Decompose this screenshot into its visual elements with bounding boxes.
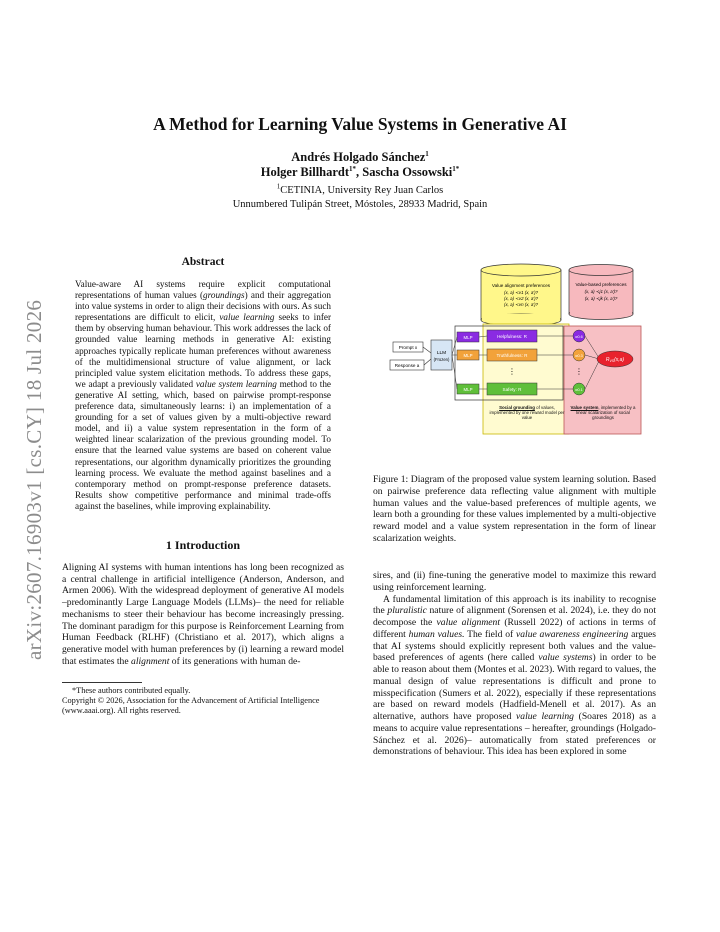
db-right-line: (x, a) ≺j1 (x, a′)? <box>584 289 618 294</box>
db-left-line: (x, a) ≺v1 (x, a′)? <box>503 290 539 295</box>
reward-helpfulness-label: Helpfulness: R <box>497 334 527 339</box>
db-left-line: (x, a) ≺vn (x, a′)? <box>503 302 539 307</box>
author-affil-mark: 1 <box>425 149 429 158</box>
affiliation <box>0 184 720 212</box>
llm-label: LLM <box>436 351 447 356</box>
db-left-line: (x, a) ≺v2 (x, a′)? <box>503 296 539 301</box>
author-line-1 <box>0 150 720 165</box>
mlp-label: MLP <box>463 335 473 340</box>
footnote-rule <box>62 682 142 683</box>
ellipsis-dots: ⋮ <box>508 367 516 376</box>
section-heading-introduction: 1 Introduction <box>165 537 241 552</box>
db-left-title: Value alignment preferences <box>491 283 551 288</box>
reward-truthfulness-label: Truthfulness: R <box>496 353 528 358</box>
author-list <box>0 150 720 180</box>
weight-label: α0.1 <box>575 388 583 392</box>
mlp-label: MLP <box>463 387 473 392</box>
author-affil-mark: 1* <box>452 164 460 173</box>
value-based-db <box>569 265 633 320</box>
right-column-figure <box>373 262 656 545</box>
prompt-label: Prompt x <box>398 345 418 350</box>
social-grounding-caption-box: Social grounding of values, implemented by one reward model per value <box>489 405 565 421</box>
left-column <box>62 256 344 716</box>
mlp-label: MLP <box>463 353 473 358</box>
weight-dots: ⋮ <box>575 367 583 376</box>
affil-mark: 1 <box>276 182 281 191</box>
figure-1 <box>373 262 656 462</box>
db-right-line: (x, a) ≺jk (x, a′)? <box>584 296 618 301</box>
value-system-diagram <box>373 262 656 462</box>
weight-label: α0.3 <box>575 354 583 358</box>
footnote-equal-contribution: *These authors contributed equally. <box>72 685 191 695</box>
mlp-blocks <box>452 332 479 394</box>
author-name: Holger Billhardt <box>260 165 350 179</box>
right-paragraph-limitation: A fundamental limitation of this approach is its inability to recognise the pluralistic nature of alignment (Sorensen et al. 2024), i.e. they do not decompose the value alignment (Russell 2022) of actions in terms of different human values. The field of value awareness engineering argues that AI systems should explicitly represent both values and the value-based preferences of agents (here called value systems) in order to be able to reason about them (Montes et al. 2023). With regard to values, the manual design of value representations is difficult and prone to misspecification (Sumers et al. 2022), especially if these representations are based on reward models (Hadfield-Menell et al. 2017). As an alternative, authors have proposed value learning (Soares 2018) as a means to acquire value representations – hereafter, groundings (Holgado-Sánchez et al. 2026)– automatically from stated preferences or demonstrations of behaviour. This idea has been explored in some <box>373 593 657 758</box>
weight-label: α0.6 <box>575 335 583 339</box>
author-separator: , <box>356 165 363 179</box>
response-label: Response a <box>394 363 420 368</box>
db-right-title: Value-based preferences <box>575 282 627 287</box>
figure-caption: Figure 1: Diagram of the proposed value system learning solution. Based on pairwise preference data reflecting value alignment with multiple human values and the value-based preferences of multiple agents, we learn both a grounding for these values implemented by a multi-objective reward model and a value system representation in the form of linear scalarization weights. <box>373 474 656 544</box>
llm-frozen-label: (Frozen) <box>433 357 450 362</box>
arxiv-identifier[interactable]: arXiv:2607.16903v1 [cs.CY] 18 Jul 2026 <box>22 299 46 660</box>
author-name: Andrés Holgado Sánchez <box>291 150 426 164</box>
abstract-text: Value-aware AI systems require explicit computational representations of human values (groundings) and their aggregation into value systems in order to align their decisions with ours. As such representations are difficult to elicit, value learning seeks to infer them by observing human behaviour. This work addresses the lack of grounded value learning methods in generative AI: existing approaches typically replicate human preferences without awareness of the multidimensional structure of value alignment, or lack principled value system elicitation methods. To address these gaps, we adapt a previously validated value system learning method to the generative AI setting, which, based on pairwise prompt-response preference data, simultaneously learns: i) an implementation of a grounding for a set of values given by a multi-objective reward model, and ii) a value system representation in the form of a weighted linear scalarization of the previous grounding model. To ensure that the learned value systems are based on coherent value representations, our algorithm dynamically prioritizes the grounding learning process. We evaluate the method against baselines and a contemporary method on prompt-response preference datasets. Results show competitive performance and minimal trade-offs against the baselines, while improving explainability. <box>75 279 332 511</box>
author-name: Sascha Ossowski <box>362 165 453 179</box>
value-system-caption-box: Value system, implemented by a linear scalarization of social groundings <box>570 405 636 421</box>
value-alignment-db <box>481 264 561 326</box>
abstract-heading: Abstract <box>181 256 225 268</box>
right-paragraph-continued: sires, and (ii) fine-tuning the generative model to maximize this reward using reinforcement learning. <box>373 570 656 593</box>
footnote-copyright: Copyright © 2026, Association for the Advancement of Artificial Intelligence (www.aaai.org). All rights reserved. <box>62 695 320 715</box>
intro-paragraph: Aligning AI systems with human intentions has long been recognized as a central challenge in artificial intelligence (Anderson, Anderson, and Armen 2006). With the widespread deployment of generative AI models –predominantly Large Language Models (LLMs)– the need for reliable mechanisms to steer their behaviour has become increasingly pressing. The dominant paradigm for this purpose is Reinforcement Learning from Human Feedback (RLHF) (Christiano et al. 2017), which aligns a generative model with human preferences by (i) learning a reward model that estimates the alignment of its generations with human de- <box>62 561 344 667</box>
author-affil-mark: 1* <box>349 164 357 173</box>
right-column-text <box>373 570 656 758</box>
affil-address: Unnumbered Tulipán Street, Móstoles, 28933 Madrid, Spain <box>232 199 488 210</box>
paper-title: A Method for Learning Value Systems in Generative AI <box>153 114 567 134</box>
reward-safety-label: Safety: R <box>502 387 522 392</box>
author-line-2 <box>0 165 720 180</box>
affil-org: CETINIA, University Rey Juan Carlos <box>280 185 444 196</box>
value-system-reward-label: $R_{VS}(x,a)$ <box>605 357 625 364</box>
